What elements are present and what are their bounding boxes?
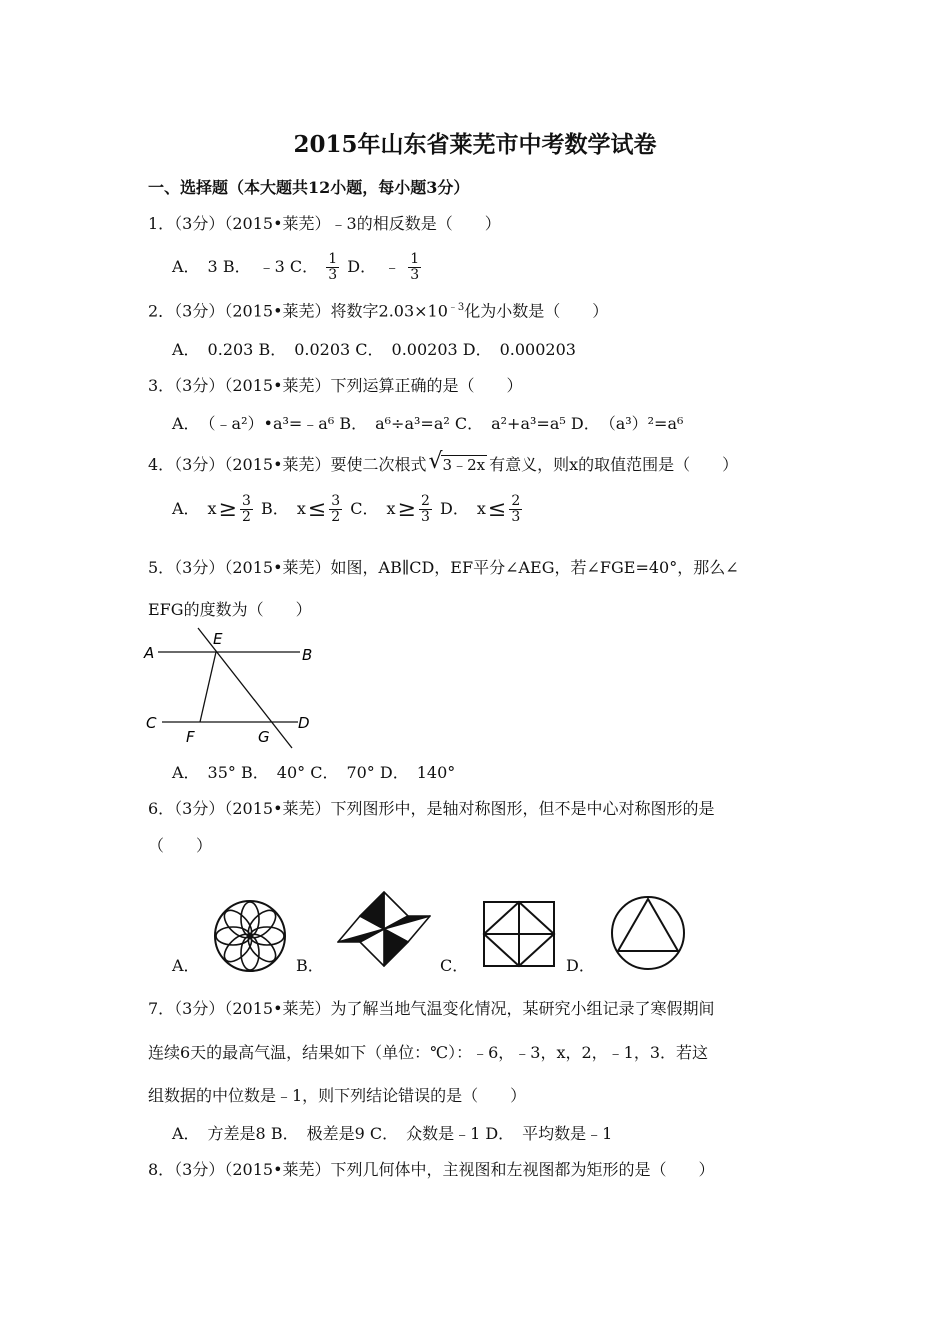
label-b: B xyxy=(302,646,313,664)
q1-fraction-d: $\frac{1}{3}$ xyxy=(410,251,420,283)
question-2-options: A． 0.203 B． 0.0203 C． 0.00203 D． 0.000203 xyxy=(172,340,576,359)
question-6-stem-line2: （ ） xyxy=(148,836,213,855)
label-e: E xyxy=(213,630,223,648)
question-5-stem-line2: EFG的度数为（ ） xyxy=(148,600,312,619)
question-1-stem: 1．（3分）（2015•莱芜）﹣3的相反数是（ ） xyxy=(148,214,501,233)
label-a: A xyxy=(144,644,155,662)
question-6-stem-line1: 6．（3分）（2015•莱芜）下列图形中，是轴对称图形，但不是中心对称图形的是 xyxy=(148,799,715,818)
q1-option-d: D． ﹣ xyxy=(347,257,401,276)
pinwheel-icon xyxy=(334,888,434,970)
section-heading: 一、选择题（本大题共12小题，每小题3分） xyxy=(148,178,470,197)
circle-triangle-icon xyxy=(608,893,688,973)
question-8-stem: 8．（3分）（2015•莱芜）下列几何体中，主视图和左视图都为矩形的是（ ） xyxy=(148,1160,715,1179)
question-1-options xyxy=(172,252,424,283)
square-root: √ 3﹣2x xyxy=(428,449,486,474)
question-7-options: A． 方差是8 B． 极差是9 C． 众数是﹣1 D． 平均数是﹣1 xyxy=(172,1124,613,1143)
question-4-stem: 4．（3分）（2015•莱芜）要使二次根式 √ 3﹣2x 有意义，则x的取值范围是（ ） xyxy=(148,449,739,474)
q6-option-d: D． xyxy=(566,956,595,975)
q6-option-a: A． xyxy=(172,956,200,975)
label-c: C xyxy=(146,714,157,732)
q1-option-a: A． 3 xyxy=(172,257,218,276)
question-5-stem-line1: 5．（3分）（2015•莱芜）如图，AB∥CD，EF平分∠AEG，若∠FGE=40°，那么∠ xyxy=(148,558,739,577)
q1-option-b: B． ﹣3 xyxy=(222,257,285,276)
q6-option-b: B． xyxy=(296,956,324,975)
question-7-line1: 7．（3分）（2015•莱芜）为了解当地气温变化情况，某研究小组记录了寒假期间 xyxy=(148,999,715,1018)
label-g: G xyxy=(258,728,270,746)
label-d: D xyxy=(298,714,310,732)
page-title: 2015年山东省莱芜市中考数学试卷 xyxy=(293,131,657,158)
q6-option-c: C． xyxy=(440,956,469,975)
question-3-stem: 3．（3分）（2015•莱芜）下列运算正确的是（ ） xyxy=(148,376,523,395)
q1-option-c: C． xyxy=(289,257,319,276)
question-5-options: A． 35° B． 40° C． 70° D． 140° xyxy=(172,763,456,782)
question-7-line3: 组数据的中位数是﹣1，则下列结论错误的是（ ） xyxy=(148,1086,527,1105)
parallel-lines-figure xyxy=(140,622,330,752)
question-3-options: A． （﹣a²）•a³=﹣a⁶ B． a⁶÷a³=a² C． a²+a³=a⁵ D． （a³）²=a⁶ xyxy=(172,414,684,433)
q1-fraction-c: $\frac{1}{3}$ xyxy=(328,251,338,283)
question-4-options: A． x≥ $\frac{3}{2}$ B． x≤ $\frac{3}{2}$ C． x≥ $\frac{2}{3}$ D． x≤ $\frac{2}{3}$ xyxy=(172,493,521,525)
flower-circle-icon xyxy=(212,898,288,974)
question-2-stem: 2．（3分）（2015•莱芜）将数字$2.03\times 10^{﹣3}$化为小数是（ ） xyxy=(148,301,609,321)
question-7-line2: 连续6天的最高气温，结果如下（单位：℃）：﹣6，﹣3，x，2，﹣1，3．若这 xyxy=(148,1043,709,1062)
square-diamond-icon xyxy=(480,898,558,970)
label-f: F xyxy=(186,728,195,746)
